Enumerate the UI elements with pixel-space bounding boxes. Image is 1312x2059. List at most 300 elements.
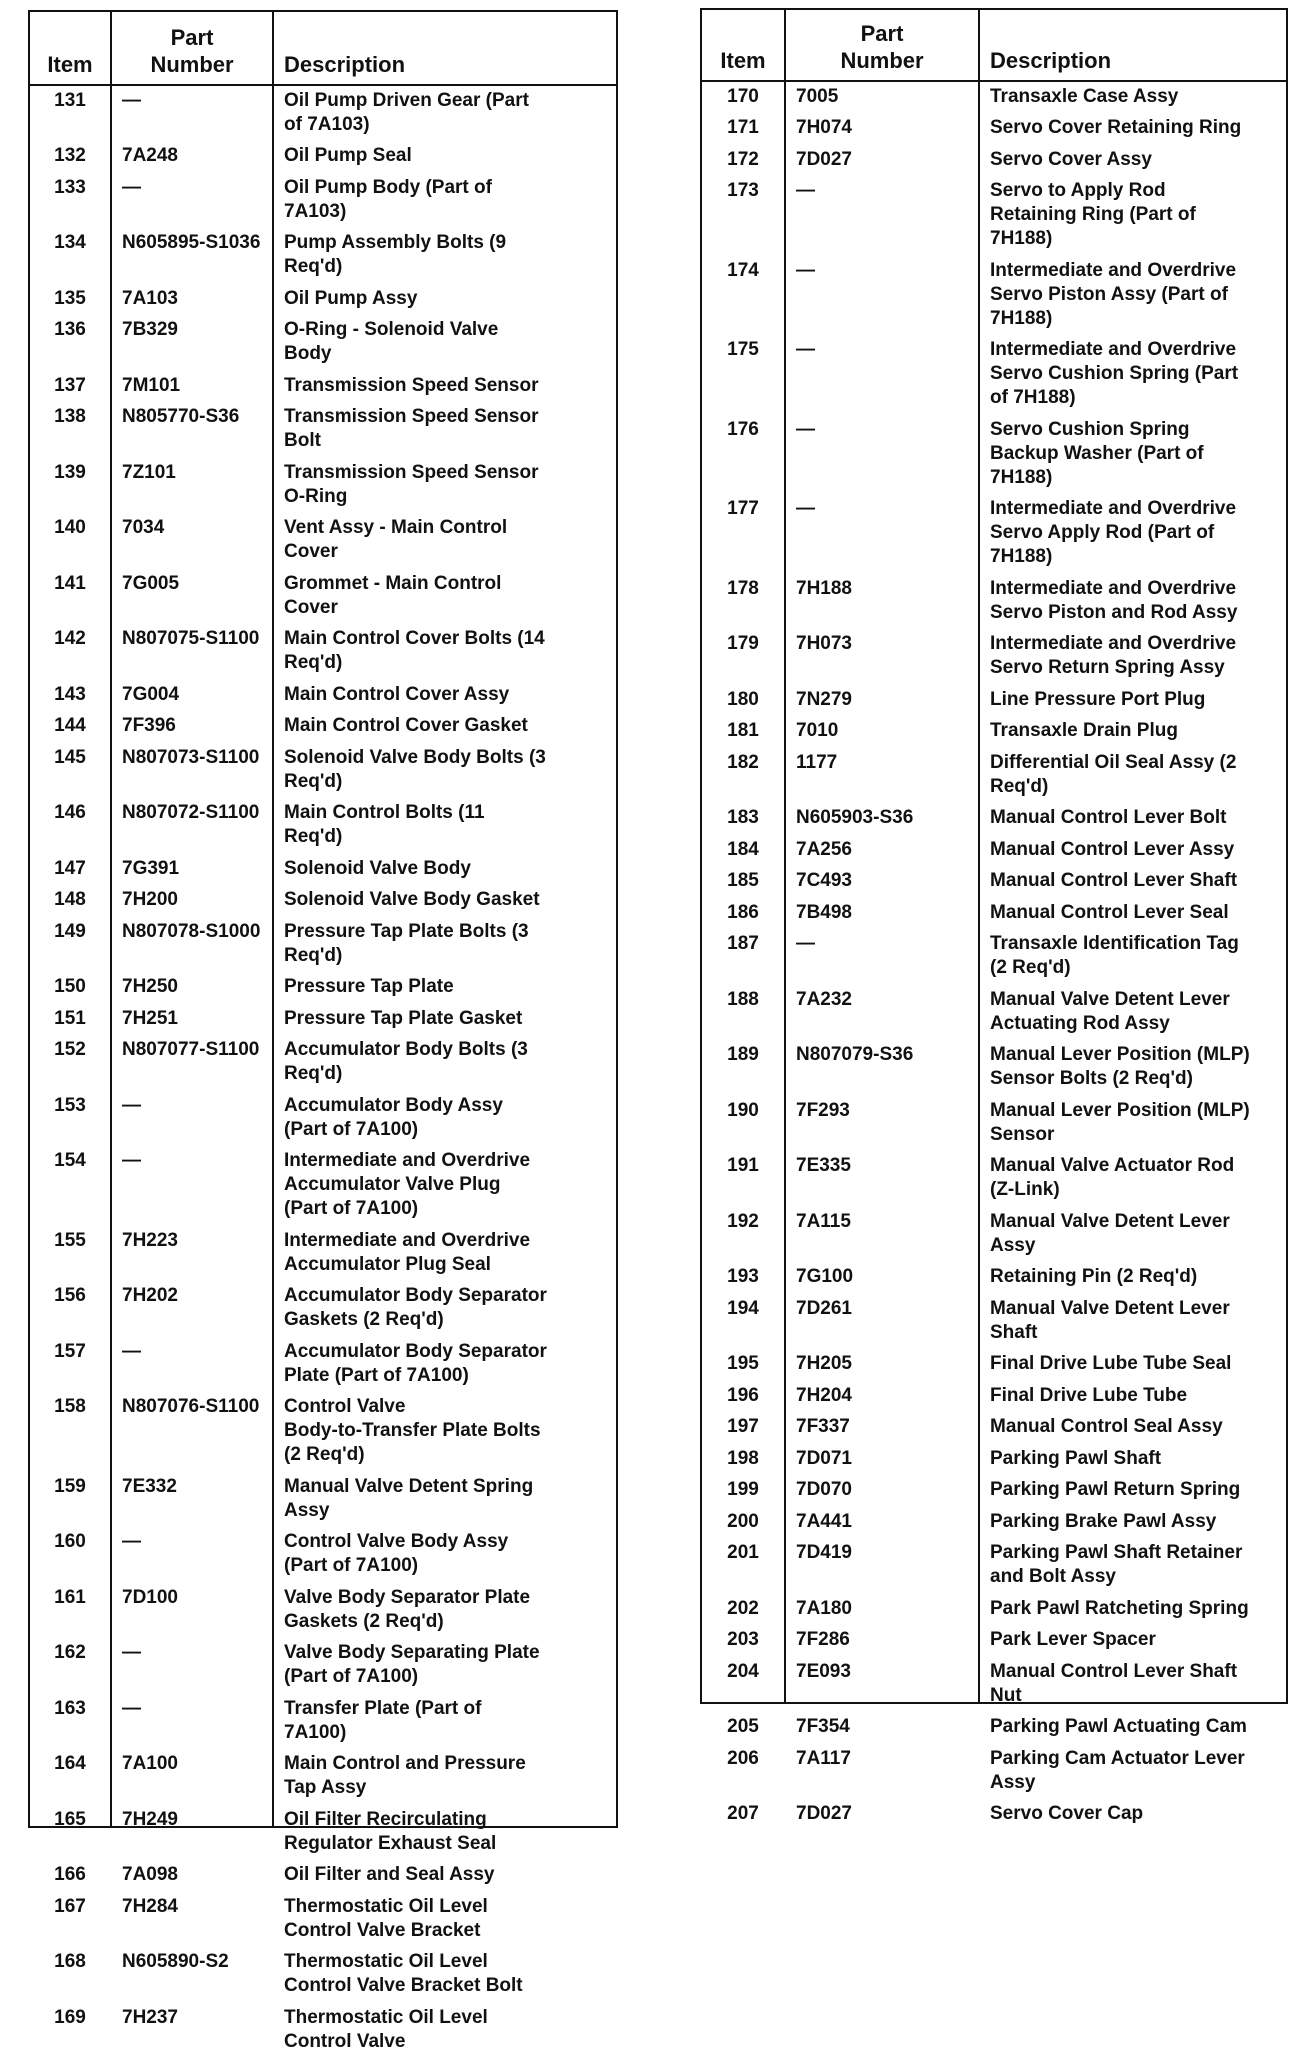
table-row <box>702 114 1286 146</box>
item-number: 140 <box>54 517 86 538</box>
table-row <box>702 1207 1286 1263</box>
table-row <box>702 1594 1286 1626</box>
part-description: Final Drive Lube Tube <box>990 1384 1188 1406</box>
part-number: — <box>122 1531 141 1552</box>
part-description: Oil Filter Recirculating Regulator Exhaust Seal <box>284 1808 497 1854</box>
part-number: N807077-S1100 <box>122 1039 260 1060</box>
part-description: Manual Valve Actuator Rod (Z-Link) <box>990 1155 1235 1200</box>
table-row <box>30 229 616 285</box>
item-number: 179 <box>727 633 759 654</box>
item-number: 151 <box>54 1007 86 1029</box>
item-number: 194 <box>727 1297 759 1319</box>
item-number: 153 <box>54 1094 86 1116</box>
item-number: 165 <box>54 1808 86 1830</box>
header-item: Item <box>47 52 93 77</box>
part-number: 7D027 <box>796 1803 852 1824</box>
part-description: Retaining Pin (2 Req'd) <box>990 1266 1198 1287</box>
table-row <box>30 1750 616 1806</box>
part-number: 7H202 <box>122 1285 178 1306</box>
table-row <box>30 1147 616 1227</box>
part-description: Parking Pawl Shaft <box>990 1447 1162 1469</box>
table-row <box>30 1036 616 1092</box>
part-number: 7Z101 <box>122 461 176 483</box>
table-row <box>702 256 1286 336</box>
table-row <box>30 173 616 229</box>
part-description: Transaxle Case Assy <box>990 85 1179 107</box>
part-number: — <box>122 89 141 111</box>
part-number: 7G005 <box>122 572 180 594</box>
table-row <box>30 1337 616 1393</box>
item-number: 182 <box>727 751 759 773</box>
part-description: Manual Control Lever Bolt <box>990 807 1227 828</box>
part-description: Valve Body Separating Plate (Part of 7A100) <box>284 1642 540 1687</box>
item-number: 176 <box>727 418 759 440</box>
part-description: Intermediate and Overdrive Servo Piston Assy (Part of 7H188) <box>990 259 1237 329</box>
part-description: Grommet - Main Control Cover <box>284 572 502 618</box>
part-number: N807073-S1100 <box>122 746 260 768</box>
item-number: 184 <box>727 838 759 860</box>
part-description: Pump Assembly Bolts (9 Req'd) <box>284 232 507 277</box>
part-description: Parking Pawl Return Spring <box>990 1479 1241 1500</box>
part-description: Main Control and Pressure Tap Assy <box>284 1753 526 1798</box>
item-number: 148 <box>54 889 86 910</box>
part-description: Manual Valve Detent Lever Assy <box>990 1210 1230 1256</box>
part-number: 7C493 <box>796 870 852 891</box>
item-number: 189 <box>727 1044 759 1065</box>
part-description: Oil Pump Body (Part of 7A103) <box>284 176 492 222</box>
table-row <box>30 1226 616 1282</box>
table-row <box>30 1639 616 1695</box>
item-number: 181 <box>727 720 759 741</box>
table-row <box>702 1800 1286 1832</box>
table-row <box>30 1004 616 1036</box>
part-number: 7H200 <box>122 889 178 910</box>
table-row <box>702 1507 1286 1539</box>
part-description: Thermostatic Oil Level Control Valve Bracket Bolt <box>284 1951 523 1996</box>
item-number: 173 <box>727 180 759 201</box>
table-row <box>702 630 1286 686</box>
item-number: 142 <box>54 628 86 649</box>
part-description: Main Control Cover Gasket <box>284 715 528 736</box>
part-number: — <box>796 180 815 201</box>
part-number: 7A256 <box>796 838 852 860</box>
table-row <box>30 1892 616 1948</box>
part-number: 7B498 <box>796 901 852 923</box>
part-description: Intermediate and Overdrive Servo Piston and Rod Assy <box>990 577 1238 623</box>
table-row <box>30 458 616 514</box>
part-description: Parking Pawl Shaft Retainer and Bolt Assy <box>990 1542 1243 1587</box>
part-description: Parking Pawl Actuating Cam <box>990 1716 1247 1737</box>
part-number: 7H074 <box>796 117 852 138</box>
part-number: — <box>122 1340 141 1362</box>
part-description: Servo Cover Assy <box>990 148 1152 170</box>
part-description: Differential Oil Seal Assy (2 Req'd) <box>990 751 1237 797</box>
item-number: 156 <box>54 1285 86 1306</box>
part-number: 7H250 <box>122 976 178 997</box>
part-number: 7H223 <box>122 1229 178 1251</box>
item-number: 139 <box>54 461 86 483</box>
part-description: Oil Pump Assy <box>284 287 418 309</box>
item-number: 192 <box>727 1210 759 1232</box>
item-number: 169 <box>54 2006 86 2028</box>
table-row <box>702 1096 1286 1152</box>
part-number: — <box>122 1642 141 1663</box>
item-number: 131 <box>54 89 86 111</box>
part-description: Manual Lever Position (MLP) Sensor <box>990 1099 1250 1145</box>
part-description: Solenoid Valve Body <box>284 857 471 879</box>
item-number: 137 <box>54 374 86 396</box>
part-number: 7M101 <box>122 374 181 396</box>
item-number: 152 <box>54 1039 86 1060</box>
part-description: Accumulator Body Bolts (3 Req'd) <box>284 1039 528 1084</box>
part-description: Accumulator Body Separator Gaskets (2 Req'd) <box>284 1285 547 1330</box>
table-row <box>702 685 1286 717</box>
item-number: 168 <box>54 1951 86 1972</box>
table-body <box>702 82 1286 1824</box>
part-number: 7D261 <box>796 1297 852 1319</box>
item-number: 177 <box>727 498 759 519</box>
item-number: 144 <box>54 715 86 736</box>
item-number: 159 <box>54 1475 86 1497</box>
item-number: 133 <box>54 176 86 198</box>
part-number: N807076-S1100 <box>122 1396 260 1417</box>
part-description: Transmission Speed Sensor <box>284 374 539 396</box>
item-number: 138 <box>54 406 86 427</box>
part-number: — <box>796 498 815 519</box>
part-number: 7D419 <box>796 1542 852 1563</box>
table-row <box>30 514 616 570</box>
item-number: 164 <box>54 1753 86 1774</box>
part-description: Transmission Speed Sensor Bolt <box>284 406 539 451</box>
part-description: Manual Control Seal Assy <box>990 1416 1223 1437</box>
table-row <box>702 1657 1286 1713</box>
header-part-number: Part Number <box>840 21 924 73</box>
item-number: 149 <box>54 920 86 942</box>
table-row <box>702 1476 1286 1508</box>
table-row <box>702 804 1286 836</box>
table-row <box>702 898 1286 930</box>
table-header <box>702 10 1286 82</box>
part-description: Solenoid Valve Body Bolts (3 Req'd) <box>284 746 546 792</box>
part-description: Oil Filter and Seal Assy <box>284 1864 495 1885</box>
table-row <box>702 415 1286 495</box>
item-number: 147 <box>54 857 86 879</box>
table-row <box>30 799 616 855</box>
table-row <box>702 1263 1286 1295</box>
item-number: 155 <box>54 1229 86 1251</box>
part-description: Control Valve Body-to-Transfer Plate Bolts (2 Req'd) <box>284 1396 541 1465</box>
part-description: Oil Pump Seal <box>284 145 412 166</box>
item-number: 160 <box>54 1531 86 1552</box>
part-description: O-Ring - Solenoid Valve Body <box>284 319 499 364</box>
part-description: Thermostatic Oil Level Control Valve <box>284 2006 488 2052</box>
table-row <box>30 1861 616 1893</box>
table-row <box>702 574 1286 630</box>
part-description: Transmission Speed Sensor O-Ring <box>284 461 539 507</box>
part-description: Intermediate and Overdrive Servo Apply Rod (Part of 7H188) <box>990 498 1237 567</box>
part-number: 7E093 <box>796 1660 851 1682</box>
table-row <box>30 854 616 886</box>
item-number: 161 <box>54 1586 86 1608</box>
part-number: 7A098 <box>122 1864 178 1885</box>
item-number: 205 <box>727 1716 759 1737</box>
header-part-number: Part Number <box>150 25 234 77</box>
table-row <box>30 1948 616 2004</box>
part-number: N807072-S1100 <box>122 802 260 823</box>
part-description: Manual Valve Detent Spring Assy <box>284 1475 534 1521</box>
item-number: 196 <box>727 1384 759 1406</box>
header-description: Description <box>990 48 1112 73</box>
part-description: Accumulator Body Assy (Part of 7A100) <box>284 1094 503 1140</box>
part-number: 7005 <box>796 85 839 107</box>
part-number: 7E332 <box>122 1475 177 1497</box>
part-number: 7G391 <box>122 857 180 879</box>
table-row <box>30 886 616 918</box>
table-row <box>30 284 616 316</box>
part-number: 7A103 <box>122 287 178 309</box>
item-number: 166 <box>54 1864 86 1885</box>
part-number: N807078-S1000 <box>122 920 261 942</box>
part-number: 7H205 <box>796 1353 852 1374</box>
table-row <box>702 1744 1286 1800</box>
item-number: 206 <box>727 1747 759 1769</box>
table-row <box>702 835 1286 867</box>
part-description: Parking Cam Actuator Lever Assy <box>990 1747 1245 1793</box>
table-row <box>702 177 1286 257</box>
table-row <box>702 145 1286 177</box>
item-number: 154 <box>54 1150 86 1171</box>
parts-table-right <box>700 8 1288 1824</box>
part-number: 7D027 <box>796 148 852 170</box>
part-description: Intermediate and Overdrive Accumulator Valve Plug (Part of 7A100) <box>284 1150 531 1219</box>
part-number: 7F396 <box>122 715 176 736</box>
part-description: Manual Control Lever Assy <box>990 838 1235 860</box>
part-number: 7034 <box>122 517 165 538</box>
item-number: 135 <box>54 287 86 309</box>
part-description: Manual Control Lever Seal <box>990 901 1229 923</box>
item-number: 150 <box>54 976 86 997</box>
part-description: Pressure Tap Plate Bolts (3 Req'd) <box>284 920 529 966</box>
item-number: 195 <box>727 1353 759 1374</box>
part-description: Servo Cover Cap <box>990 1803 1144 1824</box>
item-number: 193 <box>727 1266 759 1287</box>
part-description: Pressure Tap Plate Gasket <box>284 1007 523 1029</box>
part-number: 7A232 <box>796 988 852 1010</box>
item-number: 178 <box>727 577 759 599</box>
part-number: 7D100 <box>122 1586 178 1608</box>
part-description: Solenoid Valve Body Gasket <box>284 889 540 910</box>
table-row <box>702 1413 1286 1445</box>
part-description: Manual Lever Position (MLP) Sensor Bolts (2 Req'd) <box>990 1044 1250 1089</box>
item-number: 143 <box>54 683 86 705</box>
table-body <box>30 86 616 2052</box>
table-row <box>702 930 1286 986</box>
item-number: 171 <box>727 117 759 138</box>
table-row <box>702 1539 1286 1595</box>
part-description: Manual Control Lever Shaft Nut <box>990 1660 1238 1706</box>
item-number: 136 <box>54 319 86 340</box>
table-row <box>30 86 616 142</box>
part-number: 7H204 <box>796 1384 852 1406</box>
part-number: 7G004 <box>122 683 180 705</box>
header-description: Description <box>284 52 406 77</box>
part-number: 7H188 <box>796 577 852 599</box>
part-number: — <box>122 1150 141 1171</box>
part-description: Parking Brake Pawl Assy <box>990 1510 1217 1532</box>
part-description: Transaxle Drain Plug <box>990 720 1178 741</box>
table-row <box>702 1041 1286 1097</box>
parts-table-left <box>28 10 618 2052</box>
table-header <box>30 12 616 86</box>
table-row <box>30 1282 616 1338</box>
table-row <box>30 1805 616 1861</box>
part-number: 7D071 <box>796 1447 852 1469</box>
header-item: Item <box>720 48 766 73</box>
part-description: Main Control Cover Assy <box>284 683 510 705</box>
table-row <box>30 403 616 459</box>
table-row <box>30 1583 616 1639</box>
part-description: Control Valve Body Assy (Part of 7A100) <box>284 1531 509 1576</box>
table-row <box>30 371 616 403</box>
part-description: Valve Body Separator Plate Gaskets (2 Req'd) <box>284 1586 531 1632</box>
part-number: 7010 <box>796 720 839 741</box>
part-number: N807075-S1100 <box>122 628 260 649</box>
item-number: 200 <box>727 1510 759 1532</box>
item-number: 190 <box>727 1099 759 1121</box>
part-number: 1177 <box>796 751 838 773</box>
item-number: 174 <box>727 259 759 281</box>
part-description: Main Control Bolts (11 Req'd) <box>284 802 485 847</box>
part-description: Manual Valve Detent Lever Shaft <box>990 1297 1230 1343</box>
item-number: 187 <box>727 933 759 954</box>
item-number: 186 <box>727 901 759 923</box>
part-number: 7F337 <box>796 1416 850 1437</box>
part-number: — <box>796 418 815 440</box>
part-description: Servo Cushion Spring Backup Washer (Part of 7H188) <box>990 418 1204 488</box>
part-number: — <box>122 176 141 198</box>
item-number: 199 <box>727 1479 759 1500</box>
item-number: 203 <box>727 1629 759 1650</box>
part-number: N805770-S36 <box>122 406 240 427</box>
table-row <box>702 1350 1286 1382</box>
table-row <box>30 1472 616 1528</box>
item-number: 132 <box>54 145 86 166</box>
table-row <box>30 712 616 744</box>
part-number: 7A180 <box>796 1597 852 1619</box>
table-row <box>30 680 616 712</box>
part-description: Transaxle Identification Tag (2 Req'd) <box>990 933 1239 978</box>
part-number: 7H073 <box>796 633 852 654</box>
part-description: Servo Cover Retaining Ring <box>990 117 1242 138</box>
part-description: Intermediate and Overdrive Accumulator Plug Seal <box>284 1229 531 1275</box>
item-number: 141 <box>54 572 86 594</box>
part-number: 7H251 <box>122 1007 178 1029</box>
item-number: 197 <box>727 1416 759 1437</box>
part-description: Servo to Apply Rod Retaining Ring (Part of 7H188) <box>990 180 1196 249</box>
table-row <box>702 748 1286 804</box>
part-number: 7D070 <box>796 1479 852 1500</box>
item-number: 158 <box>54 1396 86 1417</box>
part-description: Transfer Plate (Part of 7A100) <box>284 1697 482 1743</box>
part-number: N605890-S2 <box>122 1951 229 1972</box>
item-number: 145 <box>54 746 86 768</box>
table-row <box>702 717 1286 749</box>
table-row <box>30 569 616 625</box>
item-number: 202 <box>727 1597 759 1619</box>
item-number: 134 <box>54 232 86 253</box>
part-description: Park Pawl Ratcheting Spring <box>990 1597 1249 1619</box>
table-row <box>30 316 616 372</box>
table-row <box>702 82 1286 114</box>
part-number: N807079-S36 <box>796 1044 914 1065</box>
table-row <box>702 1294 1286 1350</box>
item-number: 188 <box>727 988 759 1010</box>
item-number: 201 <box>727 1542 759 1563</box>
part-description: Final Drive Lube Tube Seal <box>990 1353 1232 1374</box>
part-description: Main Control Cover Bolts (14 Req'd) <box>284 628 545 673</box>
item-number: 207 <box>727 1803 759 1824</box>
item-number: 191 <box>727 1155 759 1176</box>
part-description: Vent Assy - Main Control Cover <box>284 517 508 562</box>
part-number: — <box>796 339 815 360</box>
table-row <box>30 743 616 799</box>
item-number: 183 <box>727 807 759 828</box>
part-number: 7H284 <box>122 1895 178 1917</box>
part-number: — <box>796 259 815 281</box>
table-row <box>702 867 1286 899</box>
part-description: Intermediate and Overdrive Servo Return Spring Assy <box>990 633 1237 678</box>
part-description: Line Pressure Port Plug <box>990 688 1206 710</box>
part-number: N605903-S36 <box>796 807 914 828</box>
item-number: 175 <box>727 339 759 360</box>
part-number: — <box>796 933 815 954</box>
table-row <box>702 1626 1286 1658</box>
table-row <box>30 1528 616 1584</box>
part-number: 7F286 <box>796 1629 850 1650</box>
item-number: 170 <box>727 85 759 107</box>
table-row <box>702 1713 1286 1745</box>
part-number: — <box>122 1697 141 1719</box>
table-row <box>30 1091 616 1147</box>
part-description: Manual Valve Detent Lever Actuating Rod Assy <box>990 988 1230 1034</box>
item-number: 167 <box>54 1895 86 1917</box>
part-description: Pressure Tap Plate <box>284 976 454 997</box>
item-number: 172 <box>727 148 759 170</box>
table-row <box>30 917 616 973</box>
part-number: 7E335 <box>796 1155 851 1176</box>
part-number: 7A115 <box>796 1210 851 1232</box>
part-number: 7H237 <box>122 2006 178 2028</box>
part-number: 7F293 <box>796 1099 850 1121</box>
table-row <box>702 1381 1286 1413</box>
table-row <box>702 1444 1286 1476</box>
item-number: 180 <box>727 688 759 710</box>
table-row <box>702 1152 1286 1208</box>
table-row <box>702 495 1286 575</box>
part-number: 7N279 <box>796 688 852 710</box>
item-number: 157 <box>54 1340 86 1362</box>
item-number: 185 <box>727 870 759 891</box>
part-description: Accumulator Body Separator Plate (Part of 7A100) <box>284 1340 547 1386</box>
part-number: 7A441 <box>796 1510 852 1532</box>
item-number: 146 <box>54 802 86 823</box>
part-description: Thermostatic Oil Level Control Valve Bracket <box>284 1895 488 1941</box>
item-number: 163 <box>54 1697 86 1719</box>
part-description: Intermediate and Overdrive Servo Cushion Spring (Part of 7H188) <box>990 339 1239 408</box>
part-number: 7A100 <box>122 1753 178 1774</box>
part-description: Oil Pump Driven Gear (Part of 7A103) <box>284 89 529 135</box>
table-row <box>30 1694 616 1750</box>
